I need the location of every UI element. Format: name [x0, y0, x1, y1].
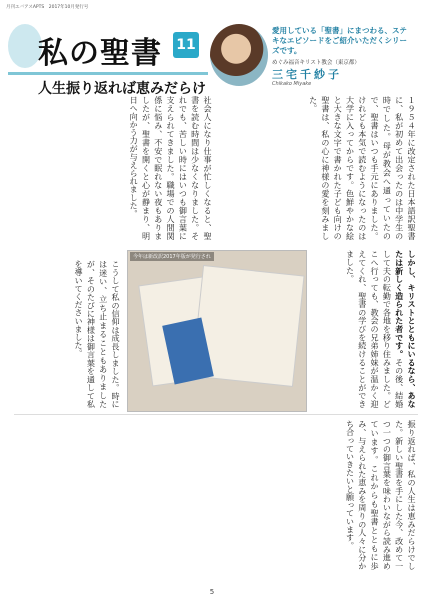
- article-column-1: １９５４年に改定された日本語訳聖書に、私が初めて出会ったのは中学生の時でした。母が教会へ通っていたので、聖書はいつも手元にありました。けれども本気で読むようになったのは大学に入ってからです。色鮮やかな絵と大きな文字で書かれた子ども向けの聖書は、私の心に神様の愛を刻みました。: [308, 96, 417, 240]
- highlight-quote: しかし、キリストとともにいるなら、あなたは新しく造られた者です。: [394, 250, 417, 408]
- photo-caption: 今年は新改訳2017年版が発行され: [130, 252, 214, 261]
- page-number: 5: [209, 588, 215, 596]
- author-name: 三宅千紗子: [272, 68, 342, 81]
- series-intro: 愛用している「聖書」にまつわる、ステキなエピソードをご紹介いただくシリーズです。: [272, 26, 407, 55]
- section-divider: [14, 414, 418, 415]
- page-subtitle: 人生振り返れば恵みだらけ: [38, 81, 206, 97]
- decorative-circle: [8, 24, 42, 68]
- bible-photo: [127, 250, 307, 412]
- article-column-4: [310, 250, 418, 408]
- article-column-3: こうして私の信仰は成長しました。時には迷い、立ち止まることもありましたが、そのたびに神様は御言葉を通して私を導いてくださいました。: [74, 260, 121, 408]
- author-photo: [210, 24, 268, 86]
- article-column-4-text: その後、結婚して夫の転勤で各地を移り住みました。どこへ行っても、教会の兄弟姉妹が温かく迎えてくれ、聖書の学びを続けることができました。: [345, 250, 405, 408]
- title-rule: [8, 72, 208, 75]
- top-line: 月刊エバアスAPTS 2017年10月発行号: [6, 5, 89, 10]
- page-title: 私の聖書: [38, 36, 162, 71]
- author-name-roman: Chikako Miyake: [272, 81, 312, 87]
- article-column-5: 振り返れば、私の人生は恵みだらけでした。新しい聖書を手にした今、改めて一つ一つの御言葉を味わいながら読み進めています。これからも聖書とともに歩み、与えられた恵みを周りの人々に分かち合っていきたいと願っています。: [345, 420, 417, 570]
- issue-badge: 11: [173, 32, 199, 58]
- author-affiliation: めぐみ福音キリスト教会（東京都）: [272, 60, 360, 66]
- article-column-2: 社会人になり仕事が忙しくなると、聖書を読む時間は少なくなりました。それでも、苦しい時にはいつも御言葉に支えられてきました。職場での人間関係に悩み、不安で眠れない夜もありましたが、聖書を開くと心が静まり、明日へ向かう力が与えられました。: [129, 96, 213, 240]
